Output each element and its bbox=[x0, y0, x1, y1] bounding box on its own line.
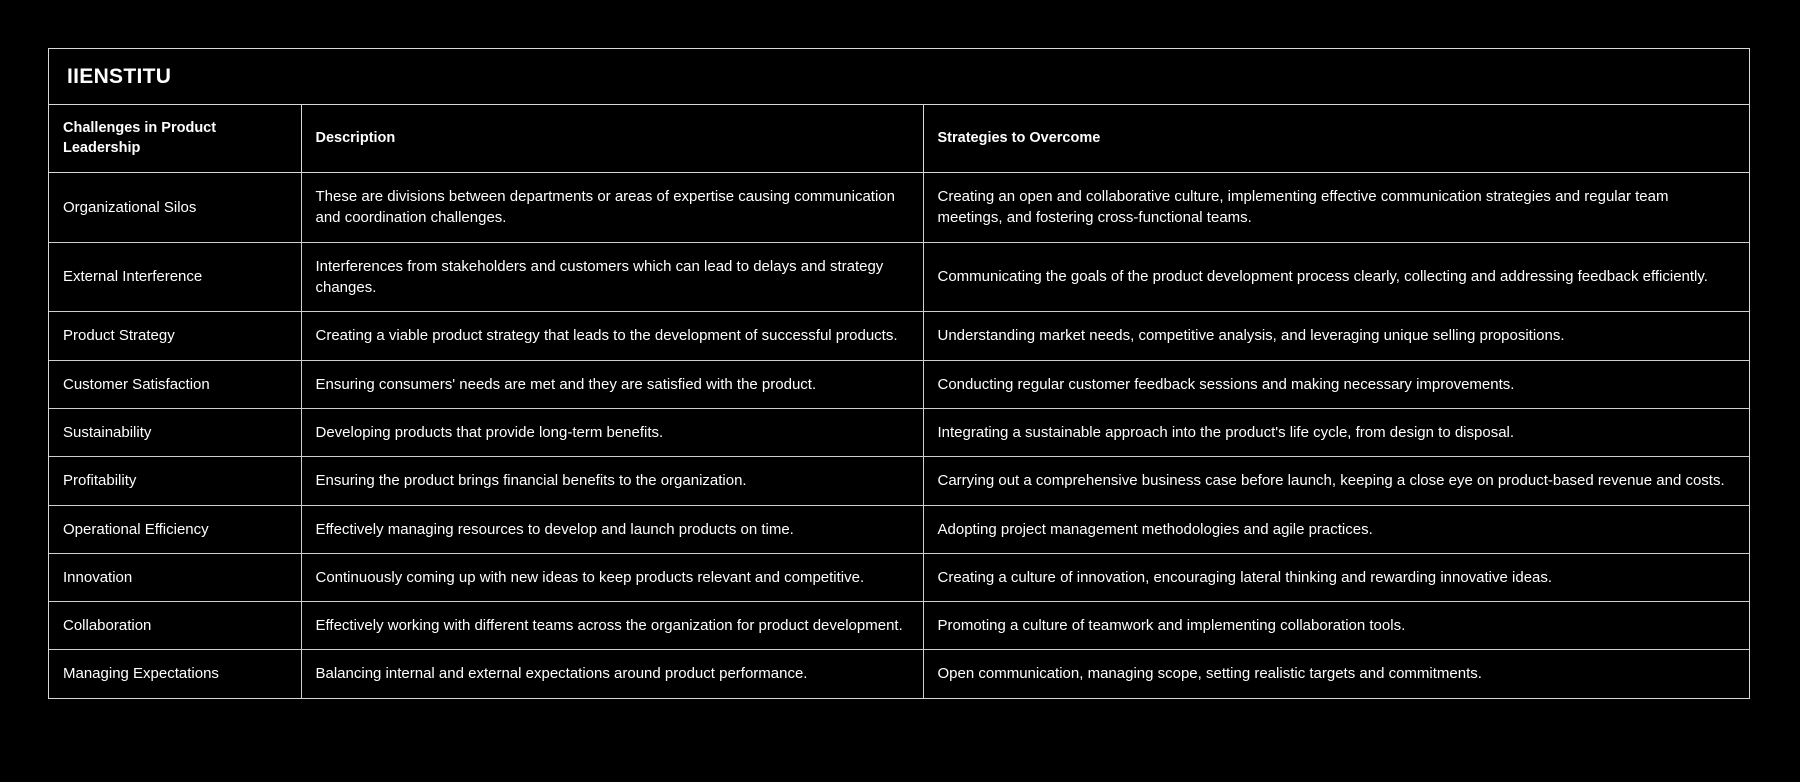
table-row bbox=[49, 650, 1749, 698]
cell-description: Continuously coming up with new ideas to keep products relevant and competitive. bbox=[301, 553, 923, 601]
table-body bbox=[49, 173, 1749, 698]
cell-challenge: Operational Efficiency bbox=[49, 505, 301, 553]
column-header-strategies: Strategies to Overcome bbox=[923, 105, 1749, 173]
cell-challenge: Product Strategy bbox=[49, 312, 301, 360]
cell-challenge: Customer Satisfaction bbox=[49, 360, 301, 408]
cell-description: Creating a viable product strategy that leads to the development of successful products. bbox=[301, 312, 923, 360]
table-header-row bbox=[49, 105, 1749, 173]
table-row bbox=[49, 457, 1749, 505]
cell-strategy: Communicating the goals of the product development process clearly, collecting and addressing feedback efficiently. bbox=[923, 242, 1749, 312]
cell-description: Ensuring the product brings financial benefits to the organization. bbox=[301, 457, 923, 505]
cell-challenge: External Interference bbox=[49, 242, 301, 312]
table-card bbox=[48, 48, 1750, 699]
cell-description: Ensuring consumers' needs are met and they are satisfied with the product. bbox=[301, 360, 923, 408]
cell-strategy: Understanding market needs, competitive analysis, and leveraging unique selling propositions. bbox=[923, 312, 1749, 360]
brand-header bbox=[49, 49, 1749, 105]
table-row bbox=[49, 553, 1749, 601]
cell-description: Effectively managing resources to develop and launch products on time. bbox=[301, 505, 923, 553]
cell-strategy: Promoting a culture of teamwork and implementing collaboration tools. bbox=[923, 602, 1749, 650]
cell-challenge: Managing Expectations bbox=[49, 650, 301, 698]
table-row bbox=[49, 602, 1749, 650]
table-row bbox=[49, 360, 1749, 408]
table-row bbox=[49, 312, 1749, 360]
table-head bbox=[49, 105, 1749, 173]
cell-challenge: Profitability bbox=[49, 457, 301, 505]
cell-challenge: Innovation bbox=[49, 553, 301, 601]
cell-challenge: Collaboration bbox=[49, 602, 301, 650]
cell-description: These are divisions between departments or areas of expertise causing communication and coordination challenges. bbox=[301, 173, 923, 243]
cell-description: Developing products that provide long-term benefits. bbox=[301, 408, 923, 456]
cell-strategy: Adopting project management methodologies and agile practices. bbox=[923, 505, 1749, 553]
cell-challenge: Sustainability bbox=[49, 408, 301, 456]
brand-title: IIENSTITU bbox=[67, 64, 172, 88]
table-row bbox=[49, 173, 1749, 243]
table-row bbox=[49, 505, 1749, 553]
cell-description: Balancing internal and external expectations around product performance. bbox=[301, 650, 923, 698]
cell-strategy: Creating a culture of innovation, encouraging lateral thinking and rewarding innovative ideas. bbox=[923, 553, 1749, 601]
challenges-table bbox=[49, 105, 1749, 698]
cell-description: Effectively working with different teams across the organization for product development. bbox=[301, 602, 923, 650]
cell-challenge: Organizational Silos bbox=[49, 173, 301, 243]
column-header-challenges: Challenges in Product Leadership bbox=[49, 105, 301, 173]
cell-strategy: Integrating a sustainable approach into the product's life cycle, from design to disposal. bbox=[923, 408, 1749, 456]
cell-strategy: Conducting regular customer feedback sessions and making necessary improvements. bbox=[923, 360, 1749, 408]
table-row bbox=[49, 408, 1749, 456]
cell-strategy: Open communication, managing scope, setting realistic targets and commitments. bbox=[923, 650, 1749, 698]
cell-strategy: Carrying out a comprehensive business case before launch, keeping a close eye on product-based revenue and costs. bbox=[923, 457, 1749, 505]
cell-description: Interferences from stakeholders and customers which can lead to delays and strategy changes. bbox=[301, 242, 923, 312]
column-header-description: Description bbox=[301, 105, 923, 173]
cell-strategy: Creating an open and collaborative culture, implementing effective communication strategies and regular team meetings, and fostering cross-functional teams. bbox=[923, 173, 1749, 243]
table-row bbox=[49, 242, 1749, 312]
